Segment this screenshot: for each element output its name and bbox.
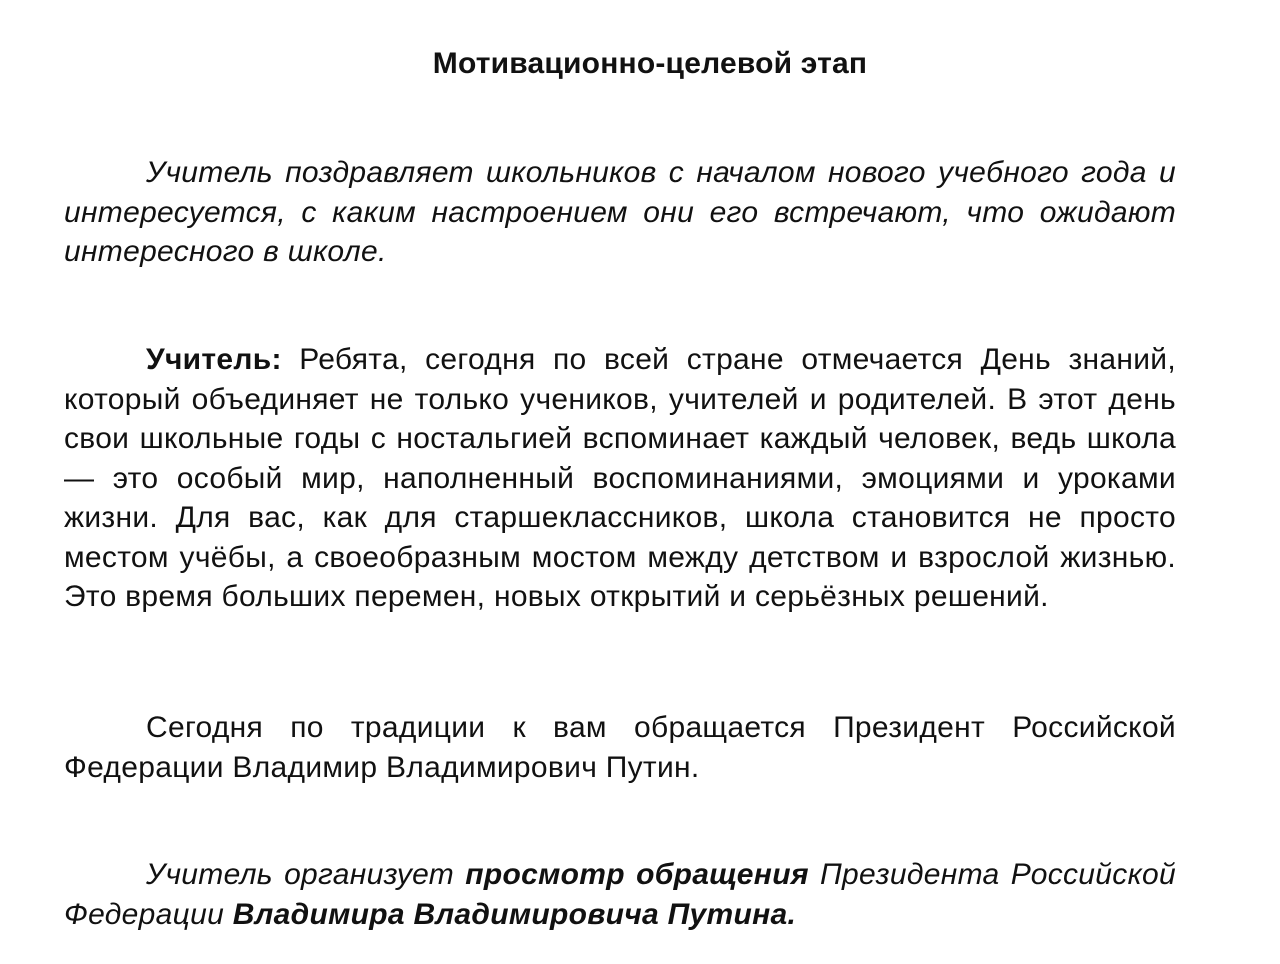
closing-part-2: просмотр обращения [465, 858, 809, 891]
closing-part-3: Президента Российской Федерации [64, 858, 1176, 931]
closing-part-4: Владимира Владимировича Путина. [232, 897, 797, 931]
tradition-paragraph: Сегодня по традиции к вам обращается Президент Российской Федерации Владимир Владимирович Путин. [64, 711, 1176, 784]
page-title: Мотивационно-целевой этап [432, 47, 868, 80]
teacher-speech-paragraph [64, 340, 1176, 617]
speaker-label: Учитель: [146, 343, 282, 376]
closing-paragraph [64, 855, 1176, 934]
intro-paragraph: Учитель поздравляет школьников с началом нового учебного года и интересуется, с каким настроением они его встречают, что ожидают интересного в школе. [64, 156, 1176, 268]
speech-text: Ребята, сегодня по всей стране отмечается День знаний, который объединяет не только учеников, учителей и родителей. В этот день свои школьные годы с ностальгией вспоминает каждый человек, ведь школа — это особый мир, наполненный воспоминаниями, эмоциями и уроками жизни. Для вас, как для старшеклассников, школа становится не просто местом учёбы, а своеобразным мостом между детством и взрослой жизнью. Это время больших перемен, новых открытий и серьёзных решений. [64, 343, 1176, 613]
closing-part-1: Учитель организует [146, 858, 466, 891]
